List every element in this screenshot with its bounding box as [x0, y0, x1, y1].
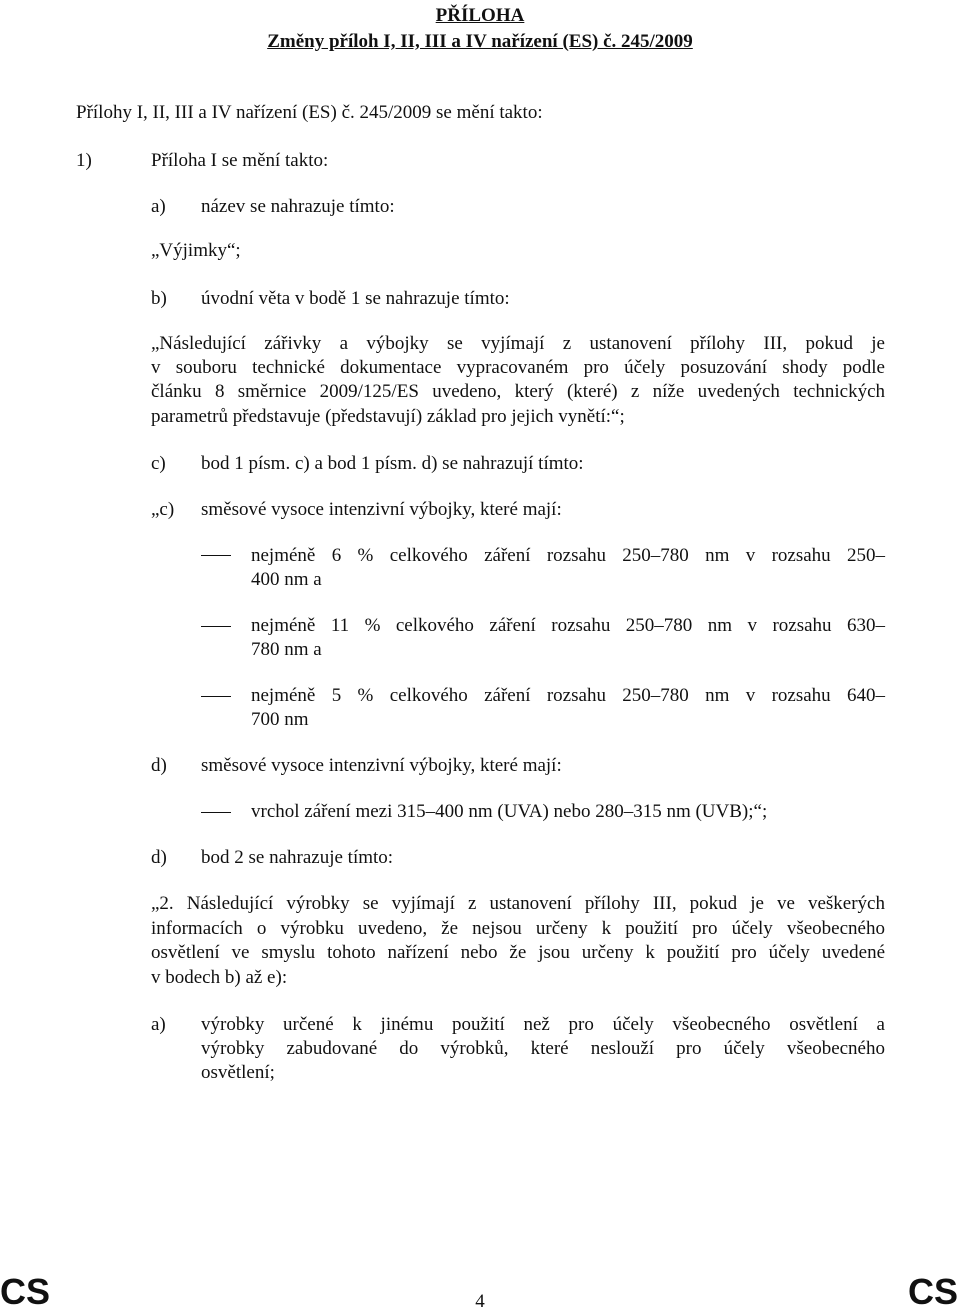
dash-item-line: 700 nm [251, 709, 309, 730]
item-a2-line: výrobky určené k jinému použití než pro účely všeobecného osvětlení a [201, 1014, 885, 1035]
dash-item-line: vrchol záření mezi 315–400 nm (UVA) nebo 280–315 nm (UVB);“; [251, 801, 768, 822]
item-b-label: b) [151, 288, 167, 309]
item-b-text: úvodní věta v bodě 1 se nahrazuje tímto: [201, 288, 510, 309]
item-a2-label: a) [151, 1014, 166, 1035]
para2-line: osvětlení ve smyslu tohoto nařízení nebo že jsou určeny k použití pro účely uvedené [151, 942, 885, 963]
quote-vyjimky: „Výjimky“; [151, 240, 241, 261]
dash-bullet [201, 696, 231, 697]
para-line: parametrů představuje (představují) základ pro jejich vynětí:“; [151, 406, 625, 427]
item-d-text: bod 2 se nahrazuje tímto: [201, 847, 394, 868]
sub-d-text: směsové vysoce intenzivní výbojky, které mají: [201, 755, 562, 776]
para-line: „Následující zářivky a výbojky se vyjímají z ustanovení přílohy III, pokud je [151, 333, 885, 354]
dash-bullet [201, 626, 231, 627]
dash-item-line: nejméně 6 % celkového záření rozsahu 250–780 nm v rozsahu 250– [251, 545, 885, 566]
dash-item-line: 780 nm a [251, 639, 322, 660]
item-a2-line: osvětlení; [201, 1062, 275, 1083]
annex-title: PŘÍLOHA [435, 5, 525, 26]
para2-line: „2. Následující výrobky se vyjímají z ustanovení přílohy III, pokud je ve veškerých [151, 893, 885, 914]
para-line: článku 8 směrnice 2009/125/ES uvedeno, který (které) z níže uvedených technických [151, 381, 885, 402]
footer-language-left: CS [0, 1271, 51, 1312]
item-c-text: bod 1 písm. c) a bod 1 písm. d) se nahrazují tímto: [201, 453, 584, 474]
intro-text: Přílohy I, II, III a IV nařízení (ES) č. 245/2009 se mění takto: [76, 102, 543, 123]
dash-item-line: nejméně 5 % celkového záření rozsahu 250–780 nm v rozsahu 640– [251, 685, 885, 706]
para2-line: v bodech b) až e): [151, 967, 288, 988]
sub-c-text: směsové vysoce intenzivní výbojky, které mají: [201, 499, 562, 520]
page-number: 4 [475, 1291, 485, 1312]
item-c-label: c) [151, 453, 166, 474]
item-a-text: název se nahrazuje tímto: [201, 196, 395, 217]
annex-subtitle: Změny příloh I, II, III a IV nařízení (ES) č. 245/2009 [267, 31, 693, 52]
footer-language-right: CS [907, 1271, 958, 1312]
dash-item-line: 400 nm a [251, 569, 322, 590]
point-1-text: Příloha I se mění takto: [151, 150, 329, 171]
sub-d-label: d) [151, 755, 167, 776]
sub-c-label: „c) [151, 499, 175, 520]
item-a2-line: výrobky zabudované do výrobků, které neslouží pro účely všeobecného [201, 1038, 885, 1059]
dash-bullet [201, 555, 231, 556]
item-d-label: d) [151, 847, 167, 868]
point-1-number: 1) [76, 150, 92, 171]
para-line: v souboru technické dokumentace vypracovaném pro účely posuzování shody podle [151, 357, 885, 378]
item-a-label: a) [151, 196, 166, 217]
dash-item-line: nejméně 11 % celkového záření rozsahu 250–780 nm v rozsahu 630– [251, 615, 885, 636]
para2-line: informacích o výrobku uvedeno, že nejsou určeny k použití pro účely všeobecného [151, 918, 885, 939]
dash-bullet [201, 812, 231, 813]
